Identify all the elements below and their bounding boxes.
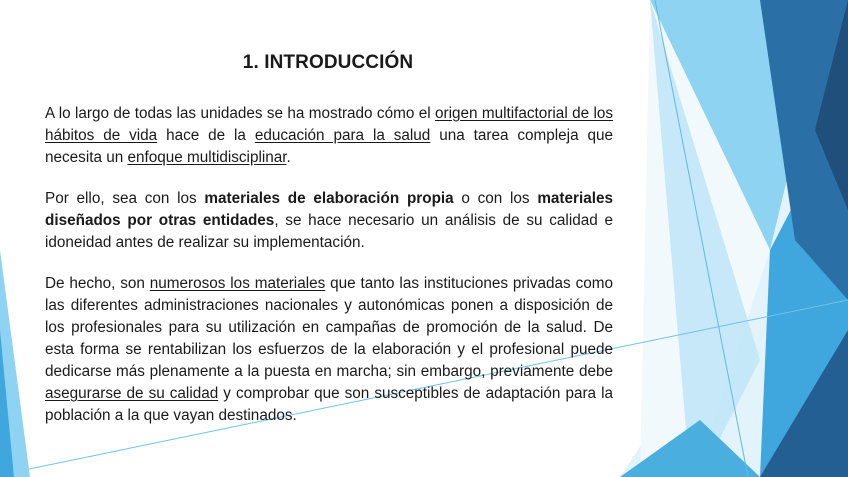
underlined-term: numerosos los materiales: [149, 275, 326, 292]
bold-term: materiales de elaboración propia: [204, 190, 454, 207]
text-run: Por ello, sea con los: [45, 190, 205, 207]
bold-term: materiales diseñados por otras entidades: [45, 190, 613, 229]
text-run: o con los: [453, 190, 538, 207]
underlined-term: enfoque multidisciplinar: [127, 149, 287, 166]
underlined-term: asegurarse de su calidad: [45, 385, 219, 402]
text-run: una tarea compleja que necesita un: [45, 127, 613, 166]
underlined-term: educación para la salud: [254, 127, 431, 144]
text-run: De hecho, son: [45, 275, 150, 292]
text-run: hace de la: [157, 127, 255, 144]
text-run: , se hace necesario un análisis de su calidad e idoneidad antes de realizar su implementación.: [45, 212, 613, 251]
paragraph-1: [45, 103, 613, 169]
slide-body: [45, 103, 613, 446]
paragraph-2: [45, 188, 613, 254]
text-run: y comprobar que son susceptibles de adaptación para la población a la que vayan destinados.: [45, 385, 613, 424]
text-run: A lo largo de todas las unidades se ha mostrado cómo el: [45, 105, 435, 122]
slide-title: 1. INTRODUCCIÓN: [242, 52, 414, 73]
paragraph-3: [45, 273, 613, 427]
text-run: .: [286, 149, 291, 166]
text-run: que tanto las instituciones privadas como las diferentes administraciones nacionales y autonómicas ponen a disposición de los profesionales para su utilización en campañas de promoción de la salud. De esta forma se rentabilizan los esfuerzos de la elaboración y el profesional puede dedicarse más plenamente a la puesta en marcha; sin embargo, previamente debe: [45, 275, 613, 380]
underlined-term: origen multifactorial de los hábitos de vida: [45, 105, 614, 144]
